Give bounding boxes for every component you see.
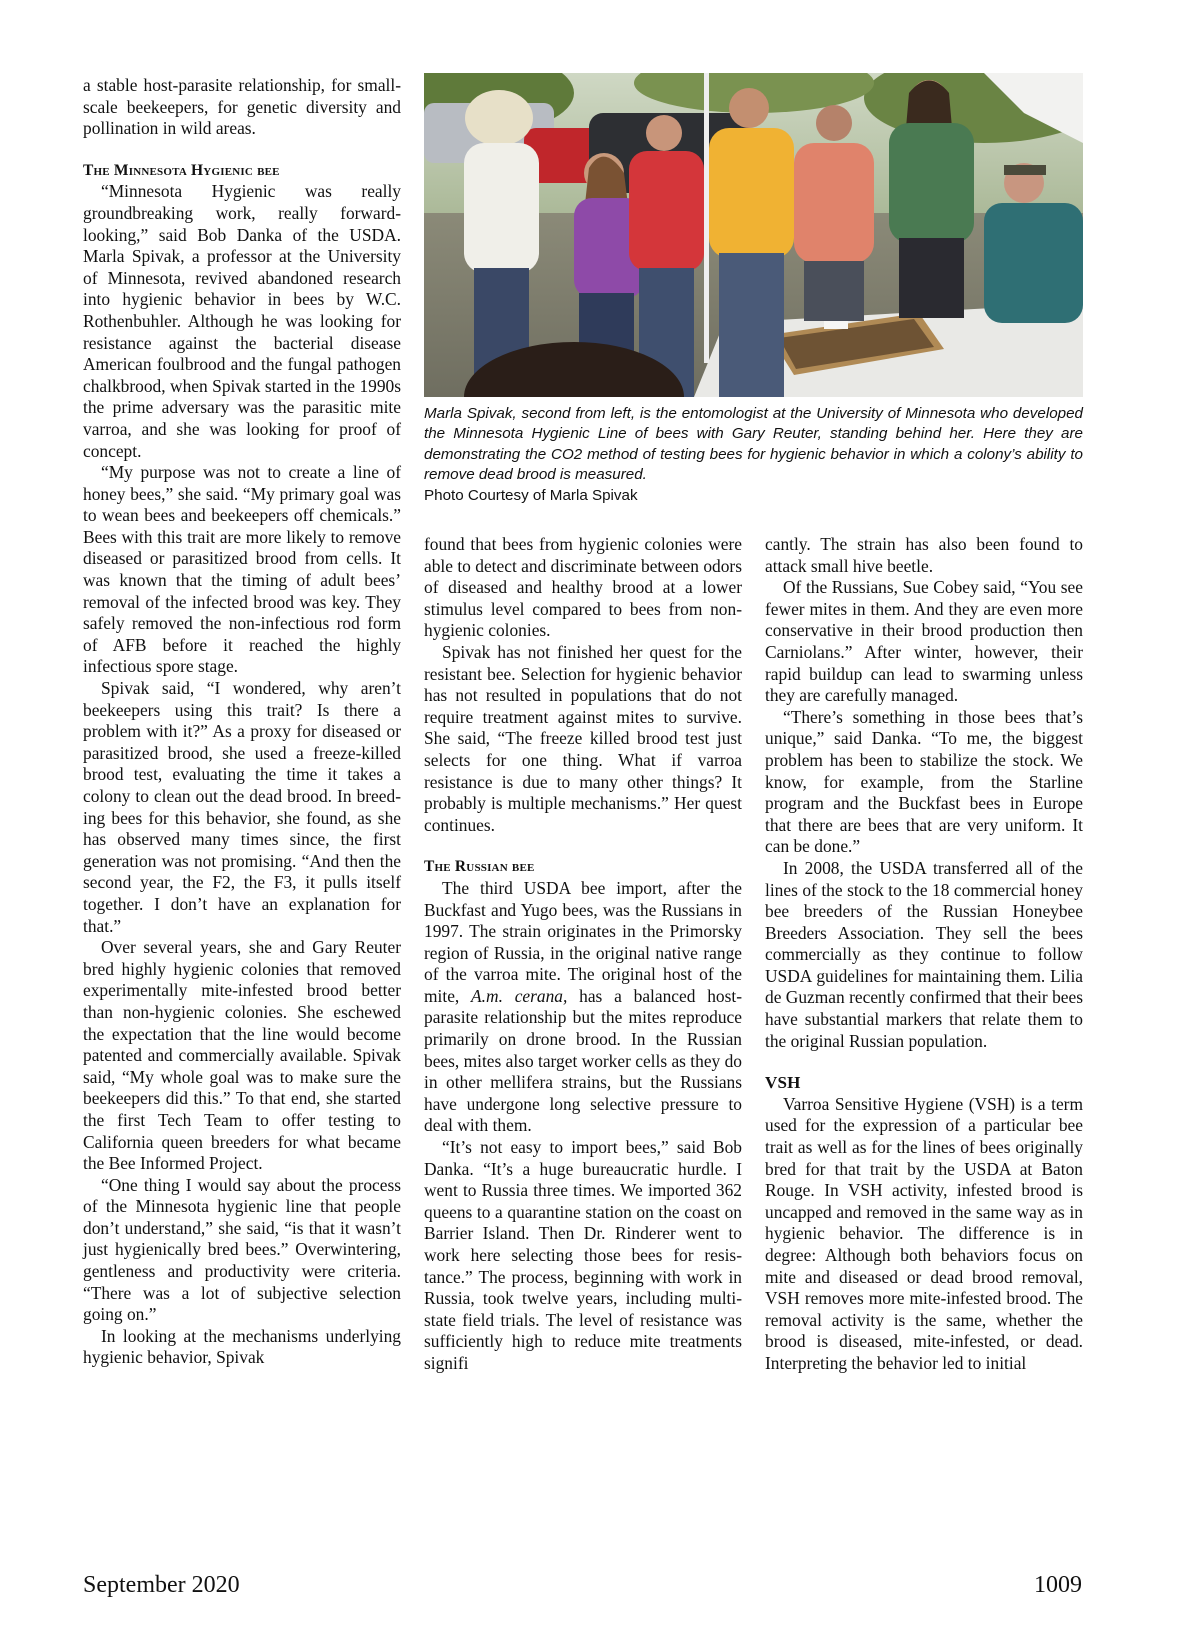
issue-date: September 2020 xyxy=(83,1572,240,1598)
paragraph: Varroa Sensitive Hygiene (VSH) is a term used for the expression of a particular bee trait as well as for the lines of bees originally bred for that trait by the USDA at Baton Rouge. In VSH activity, infested brood is uncapped and removed in the same way as in hygienic behavior. The difference is in degree: Although both behaviors focus on mite and diseased or dead brood removal, VSH removes more mite-infested brood. The removal activity is the same, whether the brood is diseased, mite-infested, or dead. Interpreting the behavior led to initial xyxy=(765,1093,1083,1373)
photo-caption xyxy=(424,404,1083,506)
paragraph: Over several years, she and Gary Reuter bred highly hygienic colonies that removed experimentally mite-infested brood better than non-hygienic colonies. She eschewed the expectation that the line would become patented and commercially available. Spivak said, “My whole goal was to make sure the beekeepers did this.” To that end, she started the first Tech Team to offer testing to California queen breeders for what became the Bee Informed Project. xyxy=(83,937,401,1174)
paragraph xyxy=(424,878,742,1137)
paragraph: “One thing I would say about the process of the Minnesota hygienic line that people don’t understand,” she said, “is that it wasn’t just hygienically bred bees.” Overwintering, gentleness and productivity were criteria. “There was a lot of subjective selection going on.” xyxy=(83,1174,401,1325)
text-column-1 xyxy=(83,75,401,1369)
paragraph-text: The third USDA bee import, after the Buckfast and Yugo bees, was the Russians in 1997. The strain originates in the Primorsky region of Russia, in the original native range of the varroa mite. The original host of the mite, xyxy=(424,877,742,1006)
paragraph: Spivak said, “I wondered, why aren’t beekeepers using this trait? Is there a problem with it?” As a proxy for diseased or parasitized brood, she used a freeze-killed brood test, evaluating the time it takes a colony to clean out the dead brood. In breeding bees for this behavior, she found, as she has observed many times since, the first generation was not promising. “And then the second year, the F2, the F3, it pulls itself together. I don’t have an explanation for that.” xyxy=(83,678,401,936)
paragraph: Spivak has not finished her quest for the resistant bee. Selection for hygienic behavior has not resulted in populations that do not require treatment against mites to survive. She said, “The freeze killed brood test just selects for one thing. What if varroa resistance is due to many other things? It probably is multiple mechanisms.” Her quest continues. xyxy=(424,641,742,835)
section-heading-russian-bee: The Russian bee xyxy=(424,858,535,876)
page-number: 1009 xyxy=(1034,1572,1082,1598)
section-heading-vsh: VSH xyxy=(765,1073,801,1093)
article-photo xyxy=(424,73,1083,397)
paragraph: “There’s something in those bees that’s unique,” said Danka. “To me, the biggest problem has been to stabilize the stock. We know, for example, from the Starline program and the Buckfast bees in Europe that there are bees that are very uniform. It can be done.” xyxy=(765,706,1083,857)
paragraph: Of the Russians, Sue Cobey said, “You see fewer mites in them. And they are even more conservative in their brood production then Carniolans.” After winter, however, their rapid buildup can lead to swarming unless they are carefully managed. xyxy=(765,577,1083,706)
paragraph-text: has a balanced host-parasite relationship but the mites reproduce primarily on drone brood. In the Russian bees, mites also target worker cells as they do in other mellifera strains, but the Russians have undergone long selective pressure to deal with them. xyxy=(424,985,742,1136)
paragraph: In looking at the mechanisms underlying hygienic behavior, Spivak xyxy=(83,1325,401,1368)
paragraph: found that bees from hygienic colonies were able to detect and discriminate between odors of diseased and healthy brood at a lower stimulus level compared to bees from non-hygienic colonies. xyxy=(424,534,742,641)
paragraph: In 2008, the USDA transferred all of the lines of the stock to the 18 commercial honey bee breeders of the Russian Honeybee Breeders Association. They sell the bees commercially as they continue to follow USDA guidelines for maintaining them. Lilia de Guzman recently confirmed that their bees have substantial markers that relate them to the original Russian population. xyxy=(765,857,1083,1051)
paragraph: a stable host-parasite relationship, for small-scale beekeepers, for genetic diversity and pollination in wild areas. xyxy=(83,75,401,139)
paragraph: “My purpose was not to create a line of honey bees,” she said. “My primary goal was to wean bees and beekeepers off chemicals.” Bees with this trait are more likely to remove diseased or parasitized brood from cells. It was known that the timing of adult bees’ removal of the infected brood was key. They safely removed the non-infectious rod form of AFB before it reached the highly infectious spore stage. xyxy=(83,462,401,677)
beekeepers-demonstration-photo xyxy=(424,73,1083,397)
paragraph: cantly. The strain has also been found to attack small hive beetle. xyxy=(765,534,1083,576)
section-heading-minnesota-hygienic: The Minnesota Hygienic bee xyxy=(83,161,280,179)
text-column-3 xyxy=(765,534,1083,1375)
caption-text: Marla Spivak, second from left, is the entomologist at the University of Minnesota who developed the Minnesota Hygienic Line of bees with Gary Reuter, standing behind her. Here they are demonstrating the CO2 method of testing bees for hygienic behavior in which a colony’s ability to remove dead brood is measured. xyxy=(424,405,1083,484)
photo-credit: Photo Courtesy of Marla Spivak xyxy=(424,486,638,504)
paragraph: “It’s not easy to import bees,” said Bob Danka. “It’s a huge bureaucratic hurdle. I went to Russia three times. We imported 362 queens to a quarantine station on the coast on Barrier Island. Then Dr. Rinderer went to work here selecting those bees for resistance.” The process, beginning with work in Russia, took twelve years, including multi-state field trials. The level of resistance was sufficiently high to reduce mite treatments signifi xyxy=(424,1137,742,1373)
text-column-2 xyxy=(424,534,742,1375)
species-name: A.m. cerana, xyxy=(471,985,568,1006)
paragraph: “Minnesota Hygienic was really groundbreaking work, really forward-looking,” said Bob Danka of the USDA. Marla Spivak, a professor at the University of Minnesota, revived abandoned research into hygienic behavior in bees by W.C. Rothenbuhler. Although he was looking for resistance against the bacterial disease American foulbrood and the fungal pathogen chalkbrood, when Spivak started in the 1990s the prime adversary was the parasitic mite varroa, and she was looking for proof of concept. xyxy=(83,181,401,461)
